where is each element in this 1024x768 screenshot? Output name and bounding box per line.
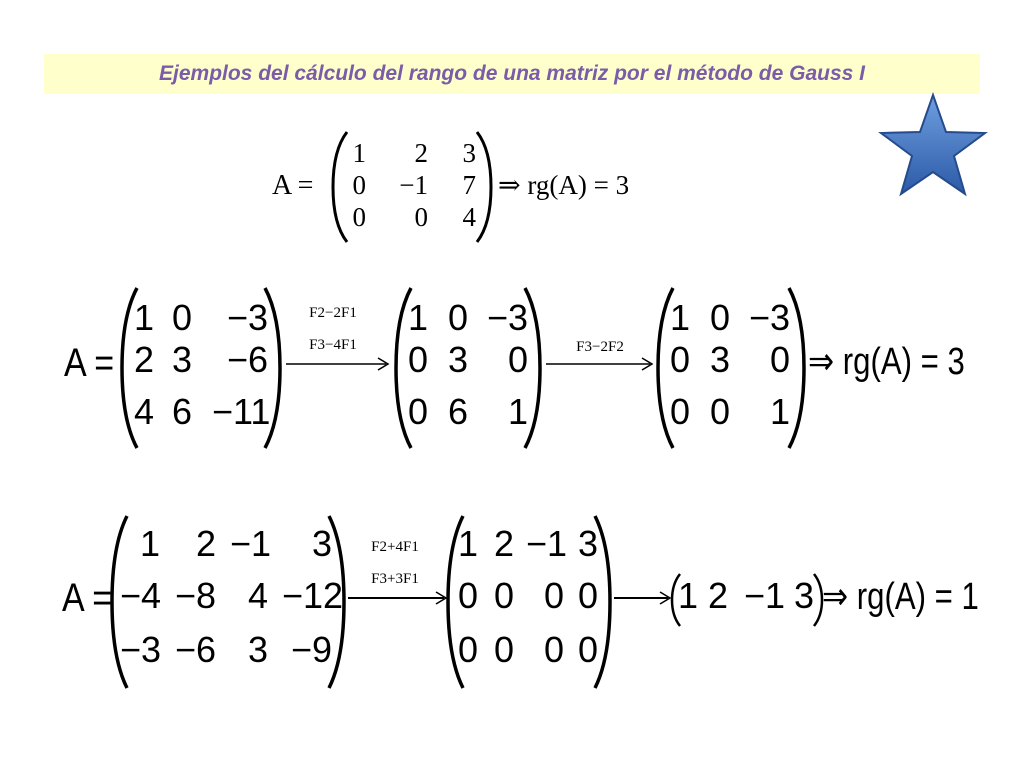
m-cell: −11 — [212, 391, 271, 432]
m-cell: 3 — [709, 339, 730, 380]
m-cell: 0 — [669, 391, 690, 432]
row-operation: F2+4F1 — [371, 539, 419, 555]
m-cell: 1 — [139, 523, 160, 564]
row-operation: F3+3F1 — [371, 571, 419, 587]
row-operation: F2−2F1 — [309, 305, 357, 321]
matrix-label-a: A = — [64, 341, 115, 385]
m-cell: 0 — [709, 297, 730, 338]
m-cell: 2 — [414, 138, 428, 168]
m-cell: 3 — [577, 523, 598, 564]
m-cell: −4 — [120, 575, 162, 616]
m-cell: −9 — [290, 629, 332, 670]
m-cell: 0 — [543, 629, 564, 670]
title-banner — [44, 54, 980, 94]
m-cell: 0 — [457, 575, 478, 616]
row-operation: F3−4F1 — [309, 337, 357, 353]
m-cell: 0 — [493, 629, 514, 670]
m-cell: 0 — [543, 575, 564, 616]
m-cell: 1 — [352, 138, 366, 168]
m-cell: −6 — [174, 629, 216, 670]
m-cell: 0 — [171, 297, 192, 338]
arrow-icon — [544, 356, 656, 372]
m-cell: 0 — [352, 170, 366, 200]
m-cell: −3 — [748, 297, 790, 338]
right-paren — [326, 514, 348, 690]
m-cell: 0 — [577, 575, 598, 616]
m-cell: 0 — [457, 629, 478, 670]
m-cell: 3 — [311, 523, 332, 564]
m-cell: 4 — [247, 575, 268, 616]
m-cell: 3 — [247, 629, 268, 670]
m-cell: 2 — [133, 339, 154, 380]
m-cell: 0 — [352, 202, 366, 232]
m-cell: 7 — [462, 170, 476, 200]
m-cell: 4 — [462, 202, 476, 232]
row-cell: 1 — [677, 575, 698, 616]
m-cell: 0 — [493, 575, 514, 616]
m-cell: 2 — [195, 523, 216, 564]
m-cell: 0 — [709, 391, 730, 432]
rank-result: ⇒ rg(A) = 3 — [498, 170, 630, 200]
m-cell: −3 — [486, 297, 528, 338]
m-cell: 3 — [447, 339, 468, 380]
m-cell: 1 — [507, 391, 528, 432]
right-paren — [592, 514, 614, 690]
m-cell: 1 — [407, 297, 428, 338]
m-cell: 3 — [171, 339, 192, 380]
arrow-icon — [346, 590, 450, 606]
m-cell: −1 — [399, 170, 428, 200]
row-operation: F3−2F2 — [576, 339, 624, 355]
m-cell: 1 — [457, 523, 478, 564]
row-cell: 3 — [793, 575, 814, 616]
row-cell: 2 — [707, 575, 728, 616]
m-cell: 0 — [407, 391, 428, 432]
m-cell: 2 — [493, 523, 514, 564]
arrow-icon — [612, 590, 674, 606]
m-cell: 0 — [769, 339, 790, 380]
m-cell: 0 — [669, 339, 690, 380]
page-title: Ejemplos del cálculo del rango de una matriz por el método de Gauss I — [159, 62, 865, 85]
m-cell: 0 — [507, 339, 528, 380]
m-cell: 4 — [133, 391, 154, 432]
right-paren — [522, 286, 544, 450]
m-cell: −6 — [226, 339, 268, 380]
m-cell: 3 — [462, 138, 476, 168]
matrix-label-a: A = — [272, 170, 314, 201]
rank-result: ⇒ rg(A) = 3 — [808, 341, 965, 383]
row-cell: −1 — [744, 575, 786, 616]
matrix-label-a: A = — [62, 576, 113, 620]
m-cell: 0 — [447, 297, 468, 338]
right-paren — [262, 286, 284, 450]
m-cell: −12 — [282, 575, 344, 616]
m-cell: 0 — [407, 339, 428, 380]
arrow-icon — [284, 356, 392, 372]
m-cell: 1 — [769, 391, 790, 432]
m-cell: 6 — [447, 391, 468, 432]
m-cell: −8 — [174, 575, 216, 616]
m-cell: −3 — [120, 629, 162, 670]
rank-result: ⇒ rg(A) = 1 — [822, 576, 979, 618]
right-paren — [474, 130, 494, 244]
m-cell: 0 — [414, 202, 428, 232]
m-cell: −1 — [230, 523, 272, 564]
m-cell: 0 — [577, 629, 598, 670]
m-cell: −1 — [526, 523, 568, 564]
m-cell: −3 — [226, 297, 268, 338]
right-paren — [786, 286, 808, 450]
m-cell: 6 — [171, 391, 192, 432]
m-cell: 1 — [133, 297, 154, 338]
star-icon[interactable] — [878, 92, 988, 198]
m-cell: 1 — [669, 297, 690, 338]
